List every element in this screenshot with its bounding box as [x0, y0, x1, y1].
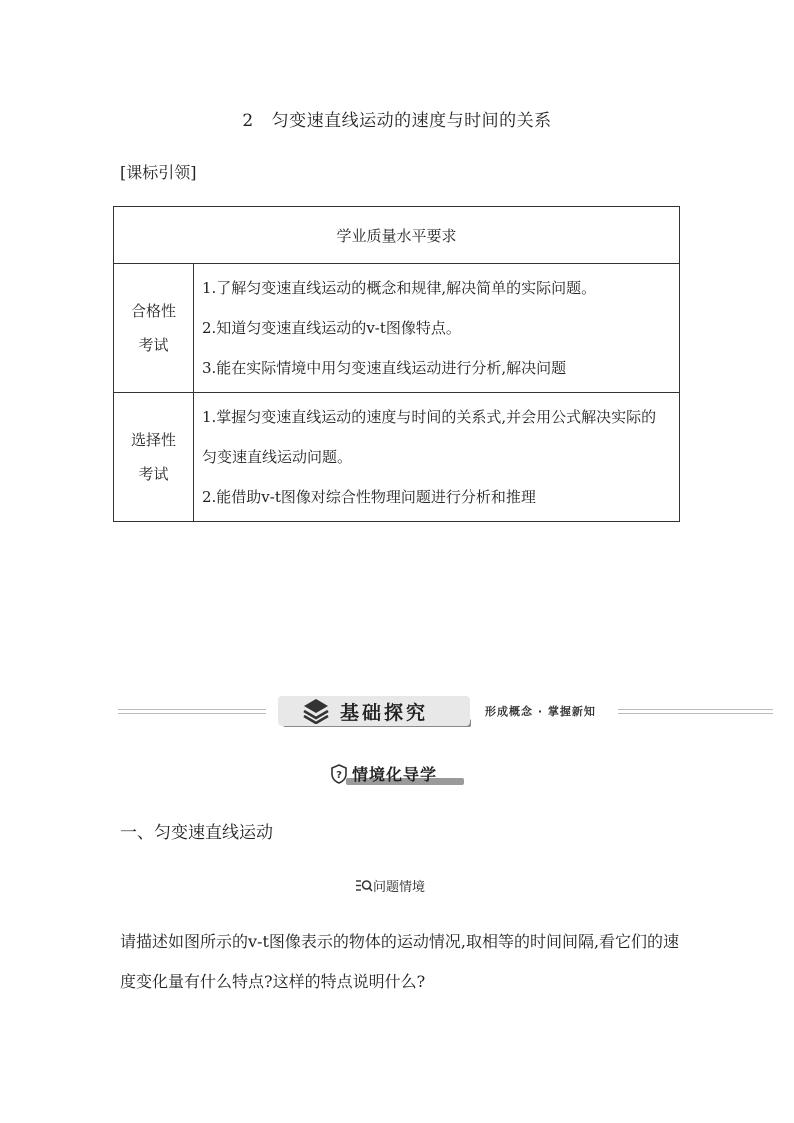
- row-label: [114, 264, 194, 393]
- row-label: [114, 393, 194, 522]
- table-row: [114, 264, 680, 393]
- problem-paragraph: [120, 922, 680, 1002]
- situation-heading: [328, 761, 468, 787]
- section-heading: 一、匀变速直线运动: [120, 823, 273, 843]
- paragraph-text: 请描述如图所示的v-t图像表示的物体的运动情况,取相等的时间间隔,看它们的速度变化量有什么特点?这样的特点说明什么?: [120, 932, 680, 991]
- requirements-table: [113, 206, 680, 522]
- divider: [618, 713, 773, 714]
- table-row: [114, 393, 680, 522]
- row-label-line: 选择性: [130, 431, 176, 449]
- divider: [118, 713, 266, 714]
- problem-label: [355, 876, 425, 895]
- question-search-icon: [355, 879, 373, 892]
- table-header: 学业质量水平要求: [114, 207, 680, 264]
- title-number: 2: [242, 111, 254, 131]
- row-content: [194, 264, 680, 393]
- divider: [118, 709, 266, 710]
- requirement-item: 1.掌握匀变速直线运动的速度与时间的关系式,并会用公式解决实际的匀变速直线运动问题。: [202, 408, 657, 466]
- requirement-item: 1.了解匀变速直线运动的概念和规律,解决简单的实际问题。: [202, 279, 597, 297]
- requirement-item: 2.知道匀变速直线运动的v-t图像特点。: [202, 319, 461, 337]
- row-label-line: 考试: [138, 336, 169, 354]
- banner-subtitle: 形成概念 · 掌握新知: [485, 705, 596, 718]
- requirement-item: 3.能在实际情境中用匀变速直线运动进行分析,解决问题: [202, 359, 567, 377]
- section-banner: [118, 690, 776, 730]
- problem-label-text: 问题情境: [373, 880, 426, 895]
- row-label-line: 合格性: [130, 302, 176, 320]
- svg-text:?: ?: [336, 770, 342, 781]
- page-title: [0, 106, 794, 131]
- requirement-item: 2.能借助v-t图像对综合性物理问题进行分析和推理: [202, 488, 536, 506]
- situation-heading-text: 情境化导学: [352, 765, 438, 784]
- row-label-line: 考试: [138, 465, 169, 483]
- title-text: 匀变速直线运动的速度与时间的关系: [271, 111, 552, 131]
- table-header-row: [114, 207, 680, 264]
- shield-icon: [330, 764, 348, 784]
- curriculum-heading: [课标引领]: [120, 163, 197, 182]
- row-content: [194, 393, 680, 522]
- layers-icon: [301, 696, 331, 724]
- banner-title: 基础探究: [340, 702, 429, 724]
- divider: [618, 709, 773, 710]
